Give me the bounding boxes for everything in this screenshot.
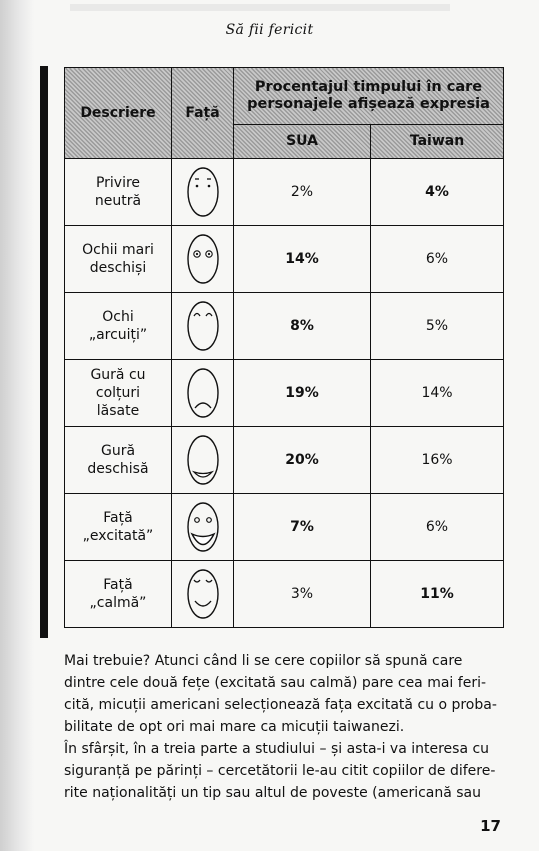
taiwan-value: 5% [371,293,504,360]
header-usa: SUA [234,125,371,159]
face-cell [172,226,234,293]
taiwan-value: 14% [371,360,504,427]
body-line: Mai trebuie? Atunci când li se cere copiilor să spună care [64,653,463,669]
face-cell [172,494,234,561]
table-row [65,561,504,628]
table-row [65,226,504,293]
wide-eyes-face-icon [186,233,220,285]
body-line: cită, micuții americani selecționează fața excitată cu o proba- [64,697,497,713]
usa-value: 8% [234,293,371,360]
neutral-face-icon [186,166,220,218]
face-cell [172,159,234,226]
taiwan-value: 16% [371,427,504,494]
arched-eyes-face-icon [186,300,220,352]
page-number: 17 [480,817,501,835]
face-cell [172,561,234,628]
table-row [65,159,504,226]
row-description: Față „excitată” [65,494,172,561]
header-taiwan: Taiwan [371,125,504,159]
running-header: Să fii fericit [225,22,314,38]
body-line: În sfârșit, în a treia parte a studiului – și asta-i va interesa cu [64,741,490,757]
usa-value: 7% [234,494,371,561]
body-line: siguranță pe părinți – cercetătorii le-au citit copiilor de difere- [64,763,496,779]
body-line: dintre cele două fețe (excitată sau calmă) pare cea mai feri- [64,675,487,691]
calm-face-icon [186,568,220,620]
taiwan-value: 11% [371,561,504,628]
usa-value: 3% [234,561,371,628]
table-row [65,360,504,427]
row-description: Ochii mari deschiși [65,226,172,293]
open-mouth-face-icon [186,434,220,486]
face-cell [172,293,234,360]
header-face: Față [172,68,234,159]
header-description: Descriere [65,68,172,159]
row-description: Privire neutră [65,159,172,226]
margin-bar [40,66,48,638]
taiwan-value: 6% [371,226,504,293]
expression-table [64,67,504,628]
row-description: Față „calmă” [65,561,172,628]
row-description: Ochi „arcuiți” [65,293,172,360]
page-edge-shadow [0,0,34,851]
excited-face-icon [186,501,220,553]
taiwan-value: 6% [371,494,504,561]
bleed-through-line [70,4,450,11]
frown-face-icon [186,367,220,419]
table-row [65,494,504,561]
row-description: Gură deschisă [65,427,172,494]
table-row [65,293,504,360]
face-cell [172,427,234,494]
usa-value: 19% [234,360,371,427]
row-description: Gură cu colțuri lăsate [65,360,172,427]
face-cell [172,360,234,427]
usa-value: 14% [234,226,371,293]
body-line: bilitate de opt ori mai mare ca micuții taiwanezi. [64,719,405,735]
usa-value: 20% [234,427,371,494]
body-line: rite naționalități un tip sau altul de poveste (americană sau [64,785,482,801]
usa-value: 2% [234,159,371,226]
header-percentage-group: Procentajul timpului în care personajele afișează expresia [234,68,504,125]
table-row [65,427,504,494]
taiwan-value: 4% [371,159,504,226]
